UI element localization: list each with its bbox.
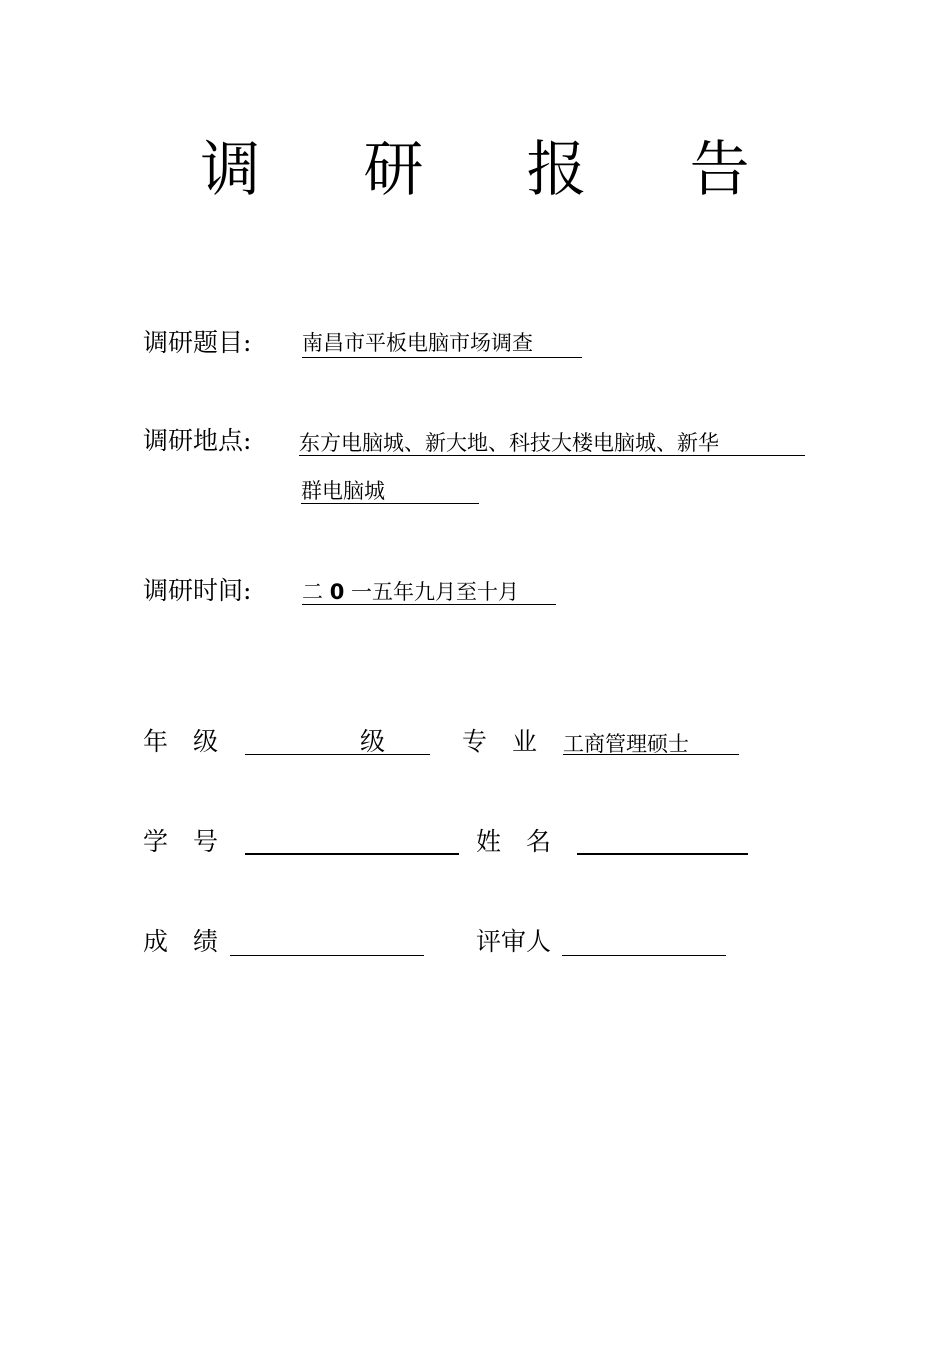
topic-text: 南昌市平板电脑市场调查 xyxy=(302,330,582,358)
student-id-label: 学 号 xyxy=(143,827,219,856)
report-title: 调 研 报 告 xyxy=(200,135,792,205)
time-year-digit: 0 xyxy=(329,580,345,604)
score-label: 成 绩 xyxy=(143,927,219,956)
time-value xyxy=(302,579,519,605)
grade-label: 年 级 xyxy=(143,727,219,756)
major-underline xyxy=(563,754,739,755)
student-id-field[interactable] xyxy=(245,853,459,855)
score-field[interactable] xyxy=(230,955,424,956)
location-value-line1: 东方电脑城、新大地、科技大楼电脑城、新华 xyxy=(299,431,719,455)
grade-field-line[interactable] xyxy=(245,754,430,755)
grade-suffix: 级 xyxy=(360,727,386,756)
topic-label: 调研题目: xyxy=(143,328,252,357)
location-underline-2 xyxy=(301,503,479,504)
location-label: 调研地点: xyxy=(143,426,252,455)
time-year-suffix: 一五年九月至十月 xyxy=(351,580,519,604)
location-value-line2: 群电脑城 xyxy=(301,479,385,503)
time-year-prefix: 二 xyxy=(302,580,323,604)
topic-value xyxy=(302,330,582,358)
name-field[interactable] xyxy=(577,853,748,855)
name-label: 姓 名 xyxy=(476,827,552,856)
major-label: 专 业 xyxy=(462,727,538,756)
location-underline-1 xyxy=(299,455,805,456)
major-value: 工商管理硕士 xyxy=(563,732,689,756)
reviewer-field[interactable] xyxy=(562,955,726,956)
time-label: 调研时间: xyxy=(143,576,252,605)
reviewer-label: 评审人 xyxy=(476,927,552,956)
time-underline xyxy=(302,604,556,605)
